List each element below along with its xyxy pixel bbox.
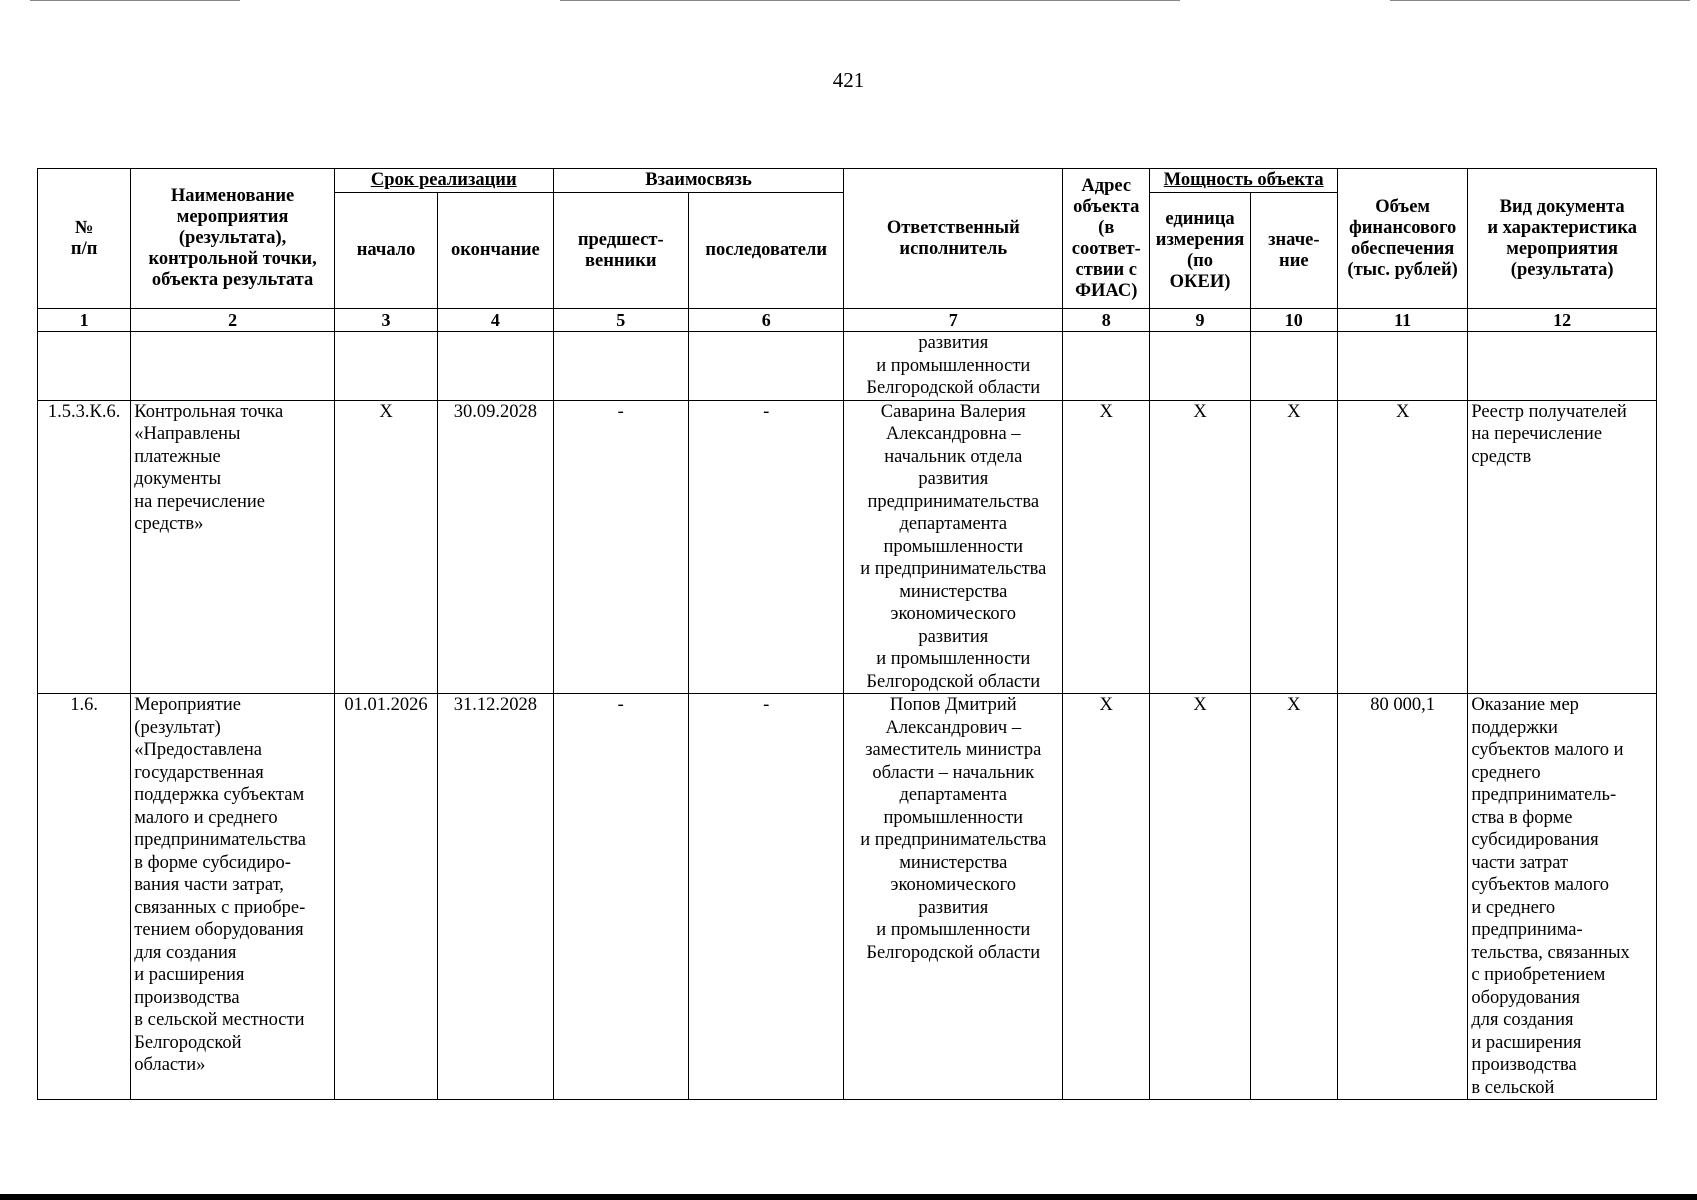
column-number: 2 xyxy=(131,309,335,332)
header-row-1 xyxy=(38,169,1657,193)
table-row-1-6 xyxy=(38,694,1657,1100)
cell-successors xyxy=(688,332,843,401)
cell-unit: X xyxy=(1150,694,1250,1100)
cell-end: 31.12.2028 xyxy=(438,694,553,1100)
cell-responsible: Саварина Валерия Александровна – начальник отдела развития предпринимательства департамента промышленности и предпринимательства министерства экономического развития и промышленности Белгородской области xyxy=(844,400,1063,694)
cell-unit xyxy=(1150,332,1250,401)
cell-predecessors: - xyxy=(553,400,688,694)
cell-address xyxy=(1063,332,1150,401)
table-row-continuation xyxy=(38,332,1657,401)
cell-address: X xyxy=(1063,694,1150,1100)
cell-num xyxy=(38,332,131,401)
plan-table xyxy=(37,168,1657,1100)
column-number: 9 xyxy=(1150,309,1250,332)
cell-doc: Реестр получателей на перечисление средств xyxy=(1468,400,1657,694)
cell-finance: 80 000,1 xyxy=(1337,694,1467,1100)
cell-predecessors: - xyxy=(553,694,688,1100)
page-number: 421 xyxy=(832,68,865,92)
cell-name: Контрольная точка «Направлены платежные документы на перечисление средств» xyxy=(131,400,335,694)
header-name: Наименование мероприятия (результата), контрольной точки, объекта результата xyxy=(131,169,335,309)
cell-start: X xyxy=(334,400,437,694)
header-period: Срок реализации xyxy=(334,169,553,193)
cell-predecessors xyxy=(553,332,688,401)
header-start: начало xyxy=(334,193,437,309)
header-num: № п/п xyxy=(38,169,131,309)
cell-start: 01.01.2026 xyxy=(334,694,437,1100)
cell-end xyxy=(438,332,553,401)
header-successors: последователи xyxy=(688,193,843,309)
cell-unit: X xyxy=(1150,400,1250,694)
cell-name: Мероприятие (результат) «Предоставлена государственная поддержка субъектам малого и среднего предпринимательства в форме субсидиро- вания части затрат, связанных с приобре- тением оборудования для создания и расширения производства в сельской местности Белгородской области» xyxy=(131,694,335,1100)
header-predecessors: предшест- венники xyxy=(553,193,688,309)
column-number: 4 xyxy=(438,309,553,332)
header-doc-type: Вид документа и характеристика мероприятия (результата) xyxy=(1468,169,1657,309)
cell-doc xyxy=(1468,332,1657,401)
cell-name xyxy=(131,332,335,401)
column-number: 7 xyxy=(844,309,1063,332)
header-value: значе- ние xyxy=(1250,193,1337,309)
table-row-1-5-3-k-6 xyxy=(38,400,1657,694)
column-number: 5 xyxy=(553,309,688,332)
cell-finance: X xyxy=(1337,400,1467,694)
header-end: окончание xyxy=(438,193,553,309)
cell-value: X xyxy=(1250,400,1337,694)
header-finance: Объем финансового обеспечения (тыс. рублей) xyxy=(1337,169,1467,309)
top-scan-rule xyxy=(0,0,1697,2)
cell-successors: - xyxy=(688,400,843,694)
header-unit: единица измерения (по ОКЕИ) xyxy=(1150,193,1250,309)
bottom-scan-band xyxy=(0,1194,1697,1200)
cell-value xyxy=(1250,332,1337,401)
header-relation: Взаимосвязь xyxy=(553,169,844,193)
cell-num: 1.6. xyxy=(38,694,131,1100)
column-number: 10 xyxy=(1250,309,1337,332)
cell-value: X xyxy=(1250,694,1337,1100)
column-number: 11 xyxy=(1337,309,1467,332)
header-responsible: Ответственный исполнитель xyxy=(844,169,1063,309)
column-number: 12 xyxy=(1468,309,1657,332)
header-address: Адрес объекта (в соответ- ствии с ФИАС) xyxy=(1063,169,1150,309)
column-number: 8 xyxy=(1063,309,1150,332)
cell-responsible: Попов Дмитрий Александрович – заместитель министра области – начальник департамента промышленности и предпринимательства министерства экономического развития и промышленности Белгородской области xyxy=(844,694,1063,1100)
cell-finance xyxy=(1337,332,1467,401)
column-number: 1 xyxy=(38,309,131,332)
cell-responsible: развития и промышленности Белгородской области xyxy=(844,332,1063,401)
column-number-row xyxy=(38,309,1657,332)
header-capacity: Мощность объекта xyxy=(1150,169,1338,193)
cell-successors: - xyxy=(688,694,843,1100)
cell-end: 30.09.2028 xyxy=(438,400,553,694)
column-number: 6 xyxy=(688,309,843,332)
cell-start xyxy=(334,332,437,401)
cell-doc: Оказание мер поддержки субъектов малого и среднего предприниматель- ства в форме субсидирования части затрат субъектов малого и среднего предпринима- тельства, связанных с приобретением оборудования для создания и расширения производства в сельской xyxy=(1468,694,1657,1100)
cell-num: 1.5.3.К.6. xyxy=(38,400,131,694)
column-number: 3 xyxy=(334,309,437,332)
cell-address: X xyxy=(1063,400,1150,694)
